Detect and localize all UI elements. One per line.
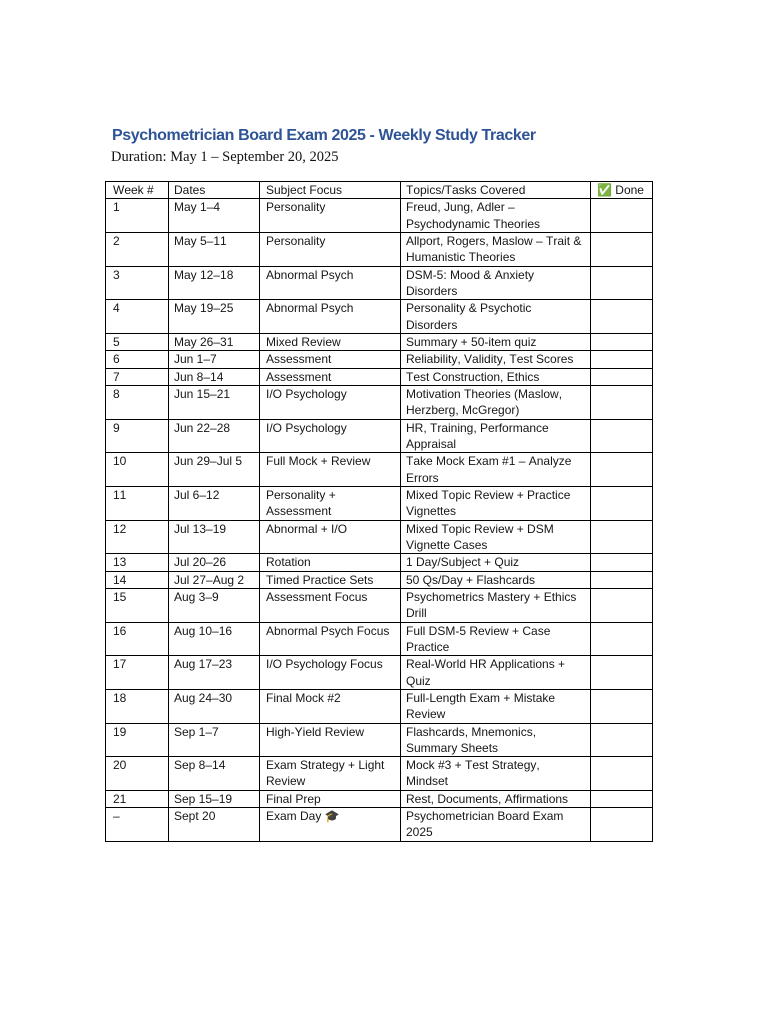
cell-subject: Mixed Review: [260, 334, 401, 351]
cell-week: 8: [106, 386, 169, 420]
cell-subject: Assessment: [260, 369, 401, 386]
cell-subject: Final Prep: [260, 791, 401, 808]
cell-done: [591, 589, 653, 623]
cell-week: 6: [106, 351, 169, 368]
cell-week: 18: [106, 690, 169, 724]
cell-done: [591, 808, 653, 842]
cell-subject: Personality: [260, 199, 401, 233]
cell-done: [591, 369, 653, 386]
cell-week: 4: [106, 300, 169, 334]
cell-dates: Aug 24–30: [169, 690, 260, 724]
cell-done: [591, 453, 653, 487]
cell-dates: Sep 15–19: [169, 791, 260, 808]
cell-dates: Jun 22–28: [169, 420, 260, 454]
cell-done: [591, 351, 653, 368]
cell-week: –: [106, 808, 169, 842]
cell-done: [591, 233, 653, 267]
cell-subject: Full Mock + Review: [260, 453, 401, 487]
cell-week: 11: [106, 487, 169, 521]
cell-topics: Personality & Psychotic Disorders: [401, 300, 591, 334]
cell-dates: May 1–4: [169, 199, 260, 233]
cell-topics: Psychometrics Mastery + Ethics Drill: [401, 589, 591, 623]
cell-subject: Abnormal Psych: [260, 267, 401, 301]
cell-dates: Jun 1–7: [169, 351, 260, 368]
cell-dates: Jul 27–Aug 2: [169, 572, 260, 589]
cell-done: [591, 267, 653, 301]
header-topics: Topics/Tasks Covered: [401, 182, 591, 199]
cell-dates: Jun 29–Jul 5: [169, 453, 260, 487]
cell-topics: Summary + 50-item quiz: [401, 334, 591, 351]
cell-topics: Test Construction, Ethics: [401, 369, 591, 386]
cell-subject: I/O Psychology: [260, 420, 401, 454]
cell-week: 19: [106, 724, 169, 758]
cell-subject: Personality + Assessment: [260, 487, 401, 521]
document-title: Psychometrician Board Exam 2025 - Weekly Study Tracker: [112, 127, 536, 144]
cell-topics: Reliability, Validity, Test Scores: [401, 351, 591, 368]
cell-done: [591, 757, 653, 791]
cell-topics: HR, Training, Performance Appraisal: [401, 420, 591, 454]
cell-week: 5: [106, 334, 169, 351]
cell-subject: High-Yield Review: [260, 724, 401, 758]
cell-done: [591, 690, 653, 724]
cell-done: [591, 199, 653, 233]
cell-dates: Aug 17–23: [169, 656, 260, 690]
cell-week: 15: [106, 589, 169, 623]
cell-topics: DSM-5: Mood & Anxiety Disorders: [401, 267, 591, 301]
cell-week: 17: [106, 656, 169, 690]
cell-dates: Sept 20: [169, 808, 260, 842]
cell-subject: Exam Day 🎓: [260, 808, 401, 842]
cell-dates: Sep 8–14: [169, 757, 260, 791]
cell-dates: Aug 3–9: [169, 589, 260, 623]
cell-dates: May 12–18: [169, 267, 260, 301]
header-done: ✅ Done: [591, 182, 653, 199]
cell-done: [591, 420, 653, 454]
cell-week: 12: [106, 521, 169, 555]
cell-done: [591, 656, 653, 690]
cell-topics: Mixed Topic Review + Practice Vignettes: [401, 487, 591, 521]
cell-week: 10: [106, 453, 169, 487]
cell-week: 14: [106, 572, 169, 589]
cell-topics: Take Mock Exam #1 – Analyze Errors: [401, 453, 591, 487]
duration-line: Duration: May 1 – September 20, 2025: [111, 149, 339, 165]
cell-topics: Freud, Jung, Adler – Psychodynamic Theories: [401, 199, 591, 233]
cell-subject: Exam Strategy + Light Review: [260, 757, 401, 791]
cell-dates: Aug 10–16: [169, 623, 260, 657]
cell-topics: Motivation Theories (Maslow, Herzberg, McGregor): [401, 386, 591, 420]
cell-week: 9: [106, 420, 169, 454]
cell-topics: 50 Qs/Day + Flashcards: [401, 572, 591, 589]
cell-done: [591, 334, 653, 351]
cell-subject: Final Mock #2: [260, 690, 401, 724]
header-week: Week #: [106, 182, 169, 199]
cell-week: 16: [106, 623, 169, 657]
study-tracker-table: [105, 181, 653, 842]
cell-subject: Assessment Focus: [260, 589, 401, 623]
cell-subject: Abnormal Psych Focus: [260, 623, 401, 657]
cell-done: [591, 300, 653, 334]
cell-topics: Flashcards, Mnemonics, Summary Sheets: [401, 724, 591, 758]
cell-dates: Jul 6–12: [169, 487, 260, 521]
cell-subject: Rotation: [260, 554, 401, 571]
cell-done: [591, 724, 653, 758]
cell-week: 21: [106, 791, 169, 808]
cell-week: 2: [106, 233, 169, 267]
cell-done: [591, 623, 653, 657]
cell-dates: Sep 1–7: [169, 724, 260, 758]
cell-done: [591, 386, 653, 420]
cell-topics: Psychometrician Board Exam 2025: [401, 808, 591, 842]
cell-topics: Full-Length Exam + Mistake Review: [401, 690, 591, 724]
cell-subject: I/O Psychology Focus: [260, 656, 401, 690]
cell-topics: Allport, Rogers, Maslow – Trait & Humanistic Theories: [401, 233, 591, 267]
cell-subject: Assessment: [260, 351, 401, 368]
cell-week: 20: [106, 757, 169, 791]
header-dates: Dates: [169, 182, 260, 199]
cell-dates: May 5–11: [169, 233, 260, 267]
cell-subject: Abnormal + I/O: [260, 521, 401, 555]
cell-topics: Real-World HR Applications + Quiz: [401, 656, 591, 690]
cell-done: [591, 572, 653, 589]
cell-topics: Full DSM-5 Review + Case Practice: [401, 623, 591, 657]
cell-subject: Personality: [260, 233, 401, 267]
cell-subject: I/O Psychology: [260, 386, 401, 420]
cell-topics: Rest, Documents, Affirmations: [401, 791, 591, 808]
header-subject-focus: Subject Focus: [260, 182, 401, 199]
cell-done: [591, 554, 653, 571]
cell-dates: Jul 13–19: [169, 521, 260, 555]
cell-topics: 1 Day/Subject + Quiz: [401, 554, 591, 571]
cell-topics: Mock #3 + Test Strategy, Mindset: [401, 757, 591, 791]
cell-week: 7: [106, 369, 169, 386]
cell-dates: Jun 8–14: [169, 369, 260, 386]
cell-dates: Jul 20–26: [169, 554, 260, 571]
cell-subject: Timed Practice Sets: [260, 572, 401, 589]
cell-week: 1: [106, 199, 169, 233]
cell-subject: Abnormal Psych: [260, 300, 401, 334]
cell-done: [591, 791, 653, 808]
cell-done: [591, 487, 653, 521]
cell-week: 13: [106, 554, 169, 571]
cell-dates: Jun 15–21: [169, 386, 260, 420]
cell-dates: May 26–31: [169, 334, 260, 351]
cell-dates: May 19–25: [169, 300, 260, 334]
cell-topics: Mixed Topic Review + DSM Vignette Cases: [401, 521, 591, 555]
cell-week: 3: [106, 267, 169, 301]
cell-done: [591, 521, 653, 555]
